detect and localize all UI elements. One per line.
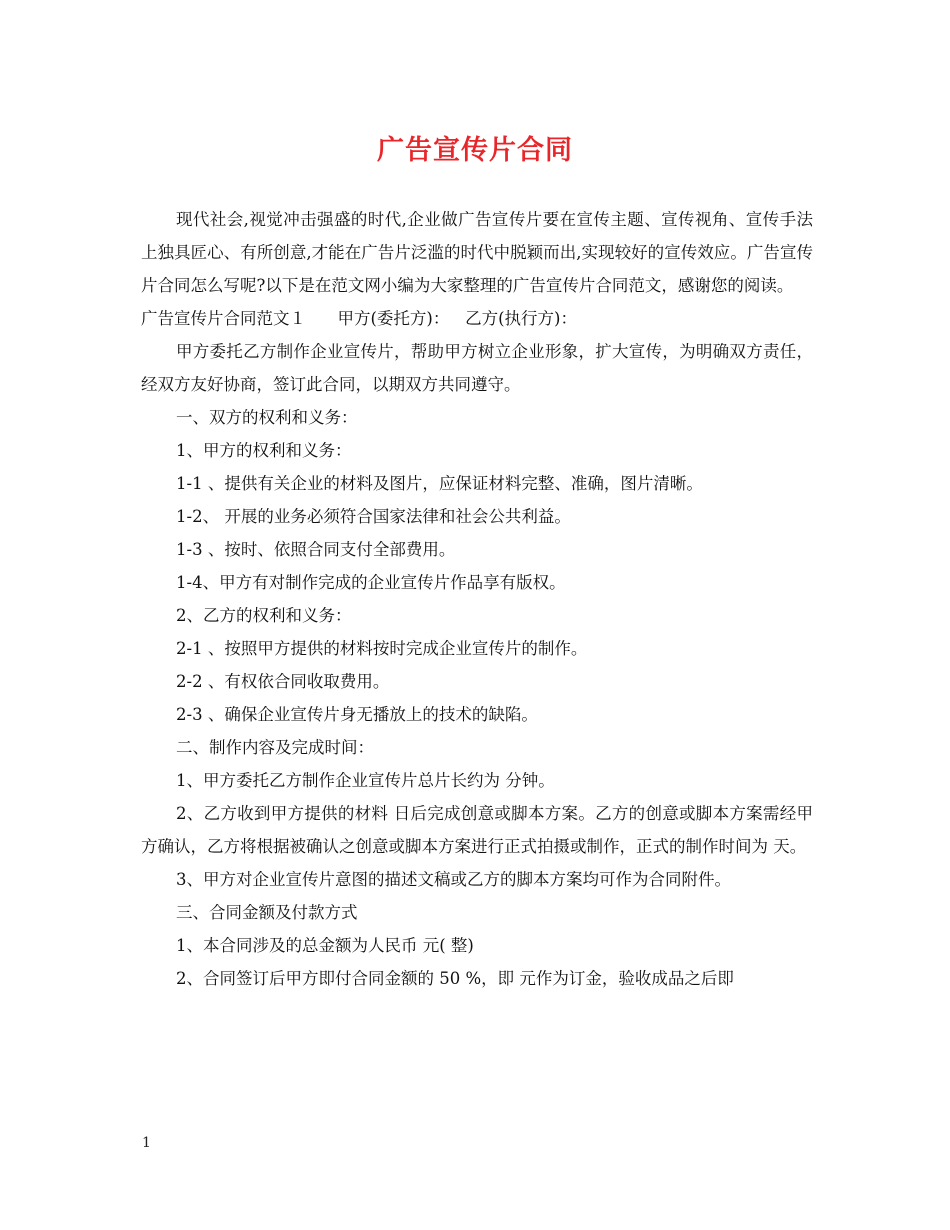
subsection-heading: 2、乙方的权利和义务： — [176, 606, 352, 625]
clause-item: 2-1 、按照甲方提供的材料按时完成企业宣传片的制作。 — [176, 639, 588, 658]
document-title: 广告宣传片合同 — [377, 135, 573, 166]
clause-item: 2-3 、确保企业宣传片身无播放上的技术的缺陷。 — [176, 705, 538, 724]
clause-item: 1-1 、提供有关企业的材料及图片，应保证材料完整、准确，图片清晰。 — [176, 474, 703, 493]
clause-item: 2-2 、有权依合同收取费用。 — [176, 672, 390, 691]
subsection-heading: 1、甲方的权利和义务： — [176, 441, 352, 460]
paragraph: 现代社会,视觉冲击强盛的时代,企业做广告宣传片要在宣传主题、宣传视角、宣传手法上独具匠心、有所创意,才能在广告片泛滥的时代中脱颖而出,实现较好的宣传效应。广告宣传片合同怎么写呢?以下是在范文网小编为大家整理的广告宣传片合同范文，感谢您的阅读。 — [141, 210, 813, 295]
clause-item: 1、甲方委托乙方制作企业宣传片总片长约为 分钟。 — [176, 771, 555, 790]
clause-item: 3、甲方对企业宣传片意图的描述文稿或乙方的脚本方案均可作为合同附件。 — [176, 870, 731, 889]
section-heading: 一、双方的权利和义务： — [176, 408, 358, 427]
clause-item: 1-4、甲方有对制作完成的企业宣传片作品享有版权。 — [176, 573, 566, 592]
section-heading: 二、制作内容及完成时间： — [176, 738, 374, 757]
page-number: 1 — [142, 1135, 151, 1151]
paragraph: 甲方委托乙方制作企业宣传片，帮助甲方树立企业形象，扩大宣传，为明确双方责任，经双方友好协商，签订此合同，以期双方共同遵守。 — [141, 342, 813, 394]
clause-item: 1、本合同涉及的总金额为人民币 元( 整) — [176, 936, 474, 955]
clause-item: 2、合同签订后甲方即付合同金额的 50 %，即 元作为订金，验收成品之后即 — [176, 969, 734, 988]
clause-item: 1-3 、按时、依照合同支付全部费用。 — [176, 540, 456, 559]
clause-item: 1-2、 开展的业务必须符合国家法律和社会公共利益。 — [176, 507, 571, 526]
clause-item: 2、乙方收到甲方提供的材料 日后完成创意或脚本方案。乙方的创意或脚本方案需经甲方确认，乙方将根据被确认之创意或脚本方案进行正式拍摄或制作，正式的制作时间为 天。 — [141, 804, 813, 856]
document-body — [141, 203, 813, 995]
section-heading: 三、合同金额及付款方式 — [176, 903, 358, 922]
paragraph: 广告宣传片合同范文１ 甲方(委托方)： 乙方(执行方)： — [141, 309, 577, 328]
